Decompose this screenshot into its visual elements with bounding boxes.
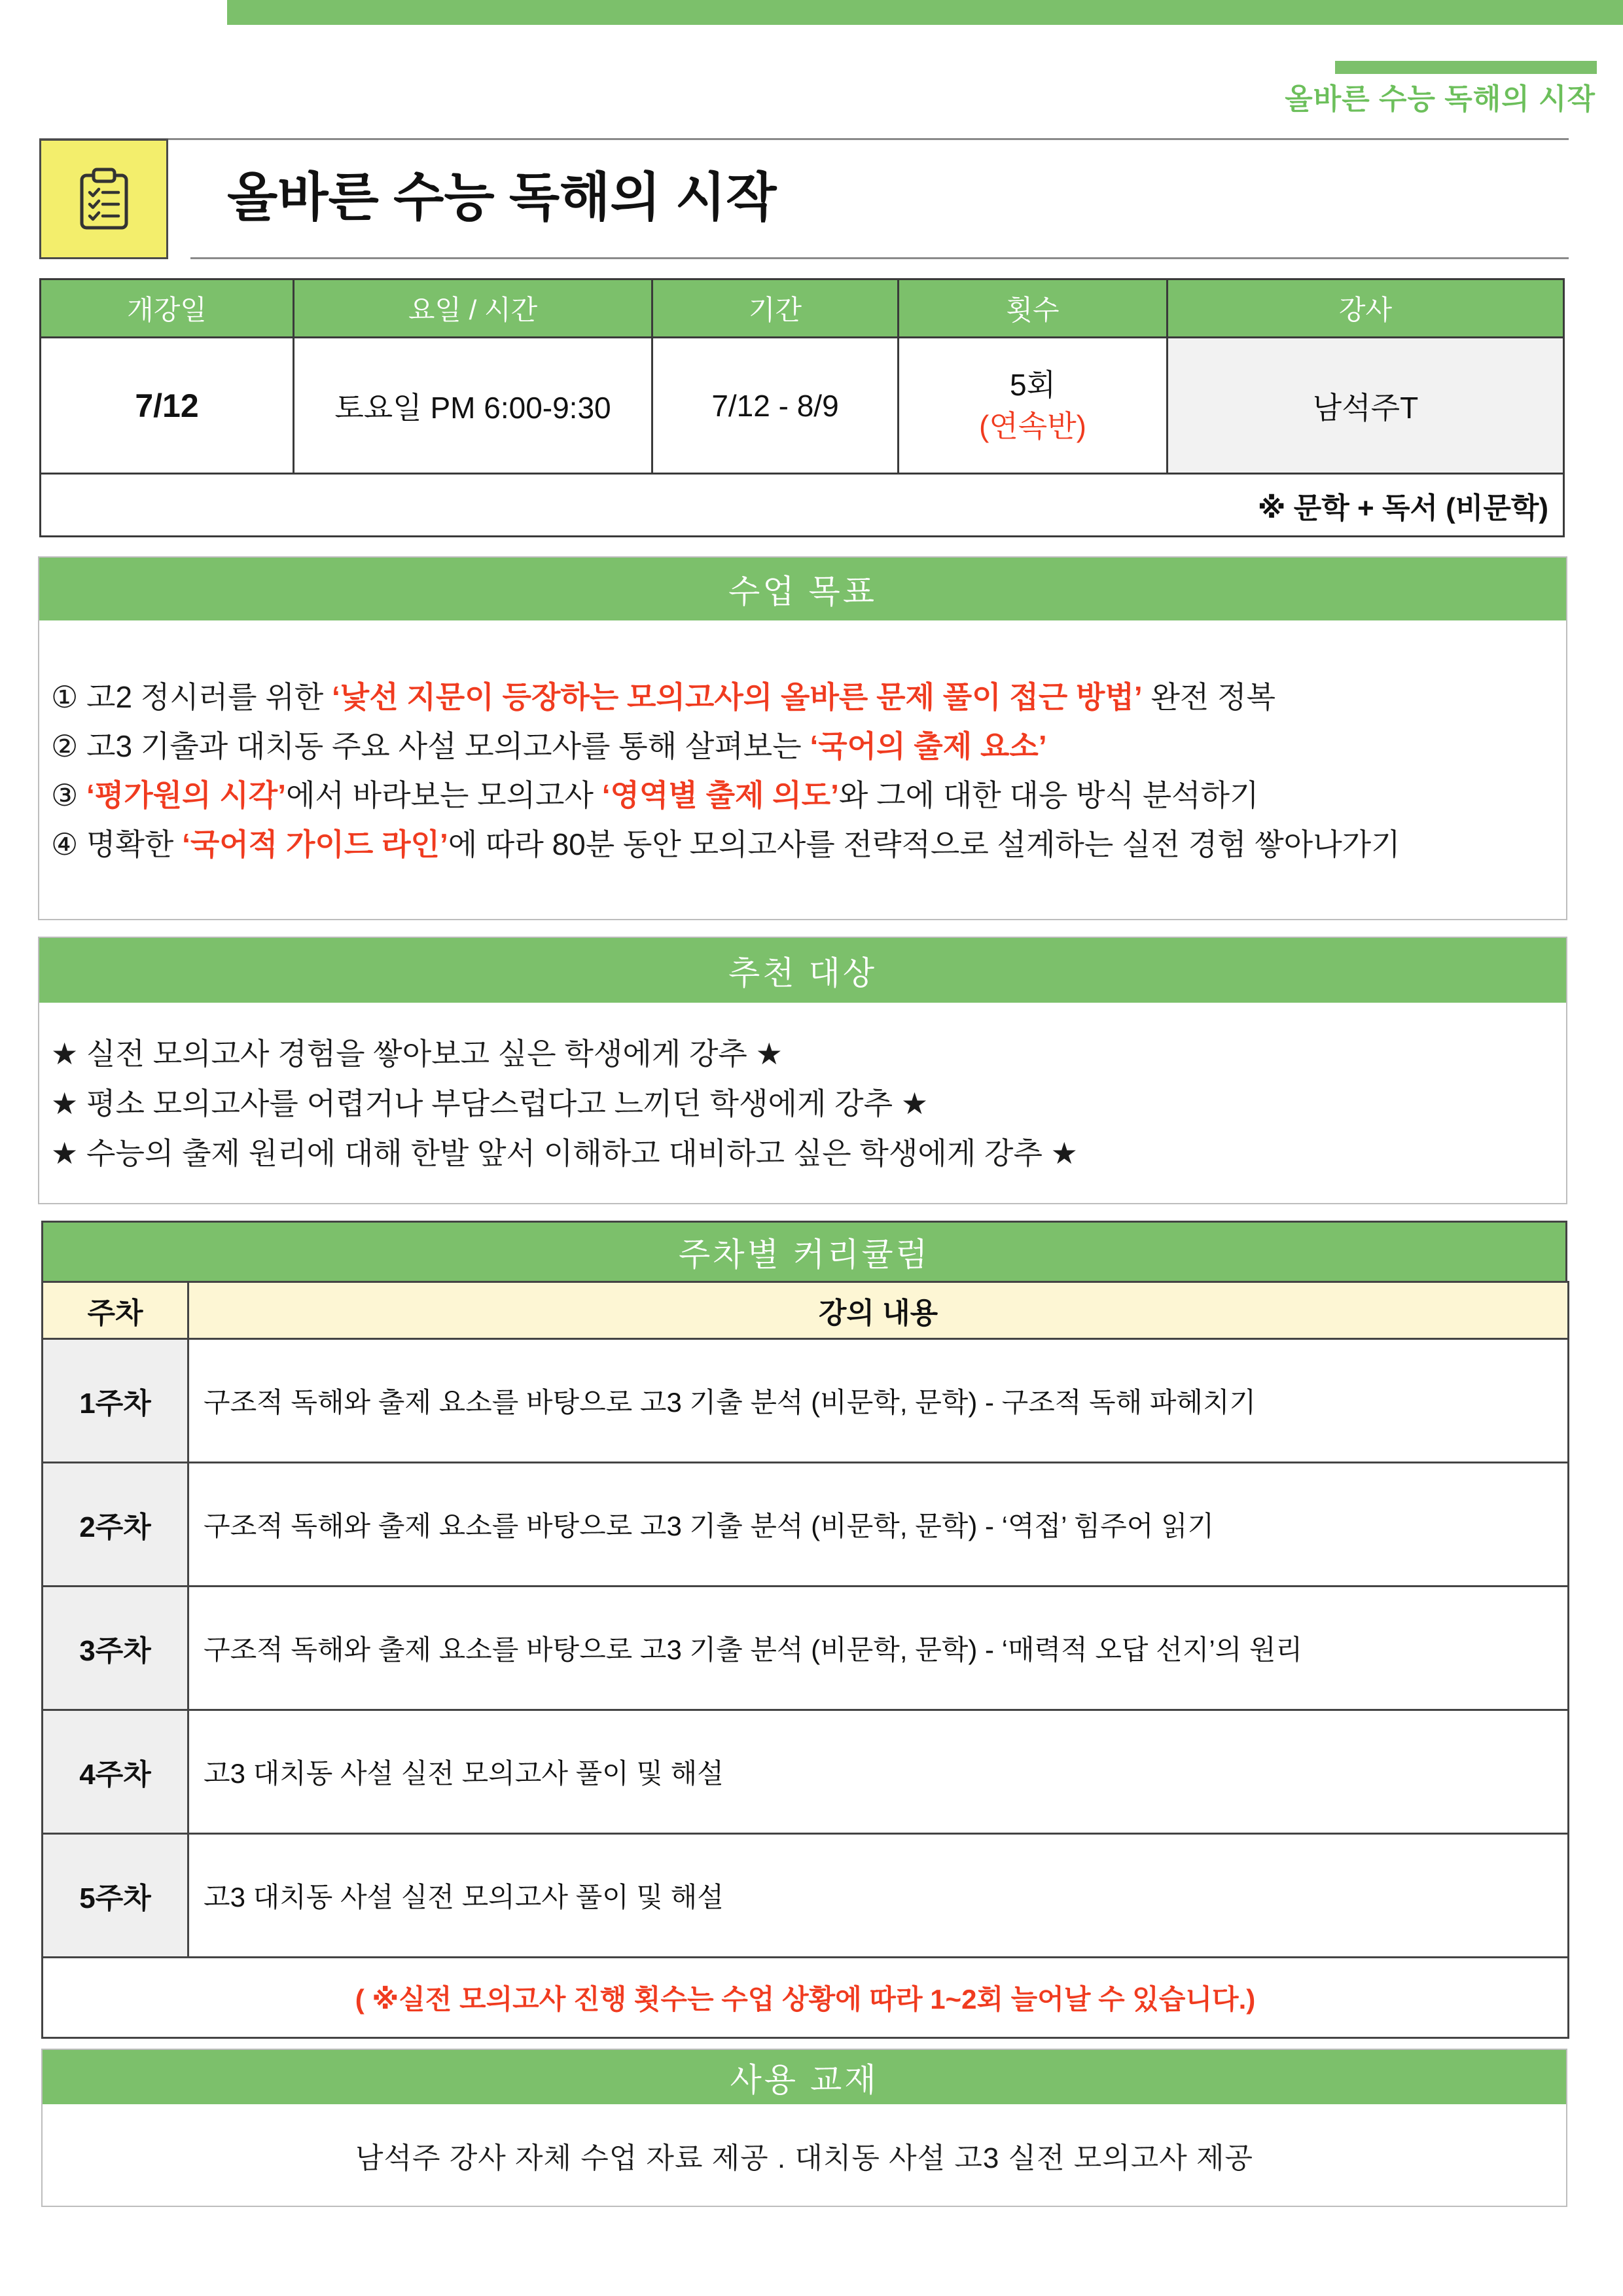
title-divider xyxy=(190,257,1569,259)
goal-text: ② 고3 기출과 대치동 주요 사설 모의고사를 통해 살펴보는 xyxy=(51,729,810,763)
target-item: ★ 평소 모의고사를 어렵거나 부담스럽다고 느끼던 학생에게 강추 ★ xyxy=(51,1086,929,1121)
week-label: 3주차 xyxy=(43,1587,188,1710)
table-row xyxy=(43,1587,1569,1710)
schedule-header-period: 기간 xyxy=(652,279,899,338)
goal-text: ④ 명확한 xyxy=(51,827,183,861)
curriculum-header: 주차별 커리큘럼 xyxy=(41,1221,1567,1281)
week-label: 4주차 xyxy=(43,1710,188,1834)
week-label: 2주차 xyxy=(43,1463,188,1587)
curriculum-section xyxy=(41,1221,1567,2039)
header-divider xyxy=(39,138,1569,140)
schedule-header-start-date: 개강일 xyxy=(41,279,294,338)
goal-highlight: ‘국어적 가이드 라인’ xyxy=(182,827,448,861)
goal-text: 와 그에 대한 대응 방식 분석하기 xyxy=(838,778,1259,812)
goal-item xyxy=(51,722,1554,771)
schedule-header-row xyxy=(41,279,1564,338)
schedule-note-row xyxy=(41,474,1564,537)
goals-header: 수업 목표 xyxy=(38,556,1567,620)
header-accent-line xyxy=(1335,61,1597,74)
goal-highlight: ‘국어의 출제 요소’ xyxy=(810,729,1047,763)
start-date-value: 7/12 xyxy=(41,338,294,474)
page-title: 올바른 수능 독해의 시작 xyxy=(227,168,777,226)
goal-text: ③ xyxy=(51,778,87,812)
curriculum-note-row xyxy=(43,1958,1569,2038)
period-value: 7/12 - 8/9 xyxy=(652,338,899,474)
top-accent-bar xyxy=(227,0,1623,25)
targets-section xyxy=(38,937,1567,1204)
schedule-value-row xyxy=(41,338,1564,474)
header-label: 올바른 수능 독해의 시작 xyxy=(1285,83,1596,115)
targets-list xyxy=(38,1003,1567,1204)
table-row xyxy=(43,1834,1569,1958)
lecture-content: 구조적 독해와 출제 요소를 바탕으로 고3 기출 분석 (비문학, 문학) - ‘역접’ 힘주어 읽기 xyxy=(188,1463,1569,1587)
textbook-section xyxy=(41,2049,1567,2207)
schedule-header-sessions: 횟수 xyxy=(899,279,1168,338)
goal-highlight: ‘평가원의 시각’ xyxy=(86,778,286,812)
sessions-value: 5회 xyxy=(1009,368,1056,403)
targets-header: 추천 대상 xyxy=(38,937,1567,1003)
goals-section xyxy=(38,556,1567,920)
schedule-note: ※ 문학 + 독서 (비문학) xyxy=(41,474,1564,537)
goal-text: 에 따라 80분 동안 모의고사를 전략적으로 설계하는 실전 경험 쌓아나가기 xyxy=(448,827,1400,861)
week-label: 1주차 xyxy=(43,1339,188,1463)
table-row xyxy=(43,1339,1569,1463)
curriculum-header-week: 주차 xyxy=(43,1282,188,1339)
schedule-table xyxy=(39,278,1565,537)
sessions-cell xyxy=(899,338,1168,474)
lecture-content: 구조적 독해와 출제 요소를 바탕으로 고3 기출 분석 (비문학, 문학) - ‘매력적 오답 선지’의 원리 xyxy=(188,1587,1569,1710)
sessions-type-badge: (연속반) xyxy=(979,408,1086,443)
title-icon-box xyxy=(39,139,168,259)
goal-item xyxy=(51,673,1554,722)
instructor-value: 남석주T xyxy=(1168,338,1564,474)
goal-text: 에서 바라보는 모의고사 xyxy=(286,778,602,812)
goal-item xyxy=(51,820,1554,869)
lecture-content: 구조적 독해와 출제 요소를 바탕으로 고3 기출 분석 (비문학, 문학) - 구조적 독해 파헤치기 xyxy=(188,1339,1569,1463)
target-item: ★ 실전 모의고사 경험을 쌓아보고 싶은 학생에게 강추 ★ xyxy=(51,1037,783,1071)
goals-list xyxy=(38,620,1567,920)
table-row xyxy=(43,1710,1569,1834)
lecture-content: 고3 대치동 사설 실전 모의고사 풀이 및 해설 xyxy=(188,1834,1569,1958)
textbook-header: 사용 교재 xyxy=(41,2049,1567,2104)
goal-text: ① 고2 정시러를 위한 xyxy=(51,680,332,714)
schedule-header-instructor: 강사 xyxy=(1168,279,1564,338)
goal-text: 완전 정복 xyxy=(1142,680,1276,714)
textbook-text: 남석주 강사 자체 수업 자료 제공 . 대치동 사설 고3 실전 모의고사 제공 xyxy=(41,2104,1567,2207)
goal-highlight: ‘영역별 출제 의도’ xyxy=(601,778,839,812)
target-item: ★ 수능의 출제 원리에 대해 한발 앞서 이해하고 대비하고 싶은 학생에게 강추 ★ xyxy=(51,1136,1078,1170)
table-row xyxy=(43,1463,1569,1587)
curriculum-table xyxy=(41,1281,1569,2039)
curriculum-note: ( ※실전 모의고사 진행 횟수는 수업 상황에 따라 1~2회 늘어날 수 있습니다.) xyxy=(43,1958,1569,2038)
schedule-header-day-time: 요일 / 시간 xyxy=(294,279,652,338)
lecture-content: 고3 대치동 사설 실전 모의고사 풀이 및 해설 xyxy=(188,1710,1569,1834)
week-label: 5주차 xyxy=(43,1834,188,1958)
clipboard-checklist-icon xyxy=(74,166,134,232)
day-time-value: 토요일 PM 6:00-9:30 xyxy=(294,338,652,474)
goal-item xyxy=(51,771,1554,820)
goal-highlight: ‘낯선 지문이 등장하는 모의고사의 올바른 문제 풀이 접근 방법’ xyxy=(332,680,1143,714)
curriculum-subheader-row xyxy=(43,1282,1569,1339)
curriculum-header-content: 강의 내용 xyxy=(188,1282,1569,1339)
